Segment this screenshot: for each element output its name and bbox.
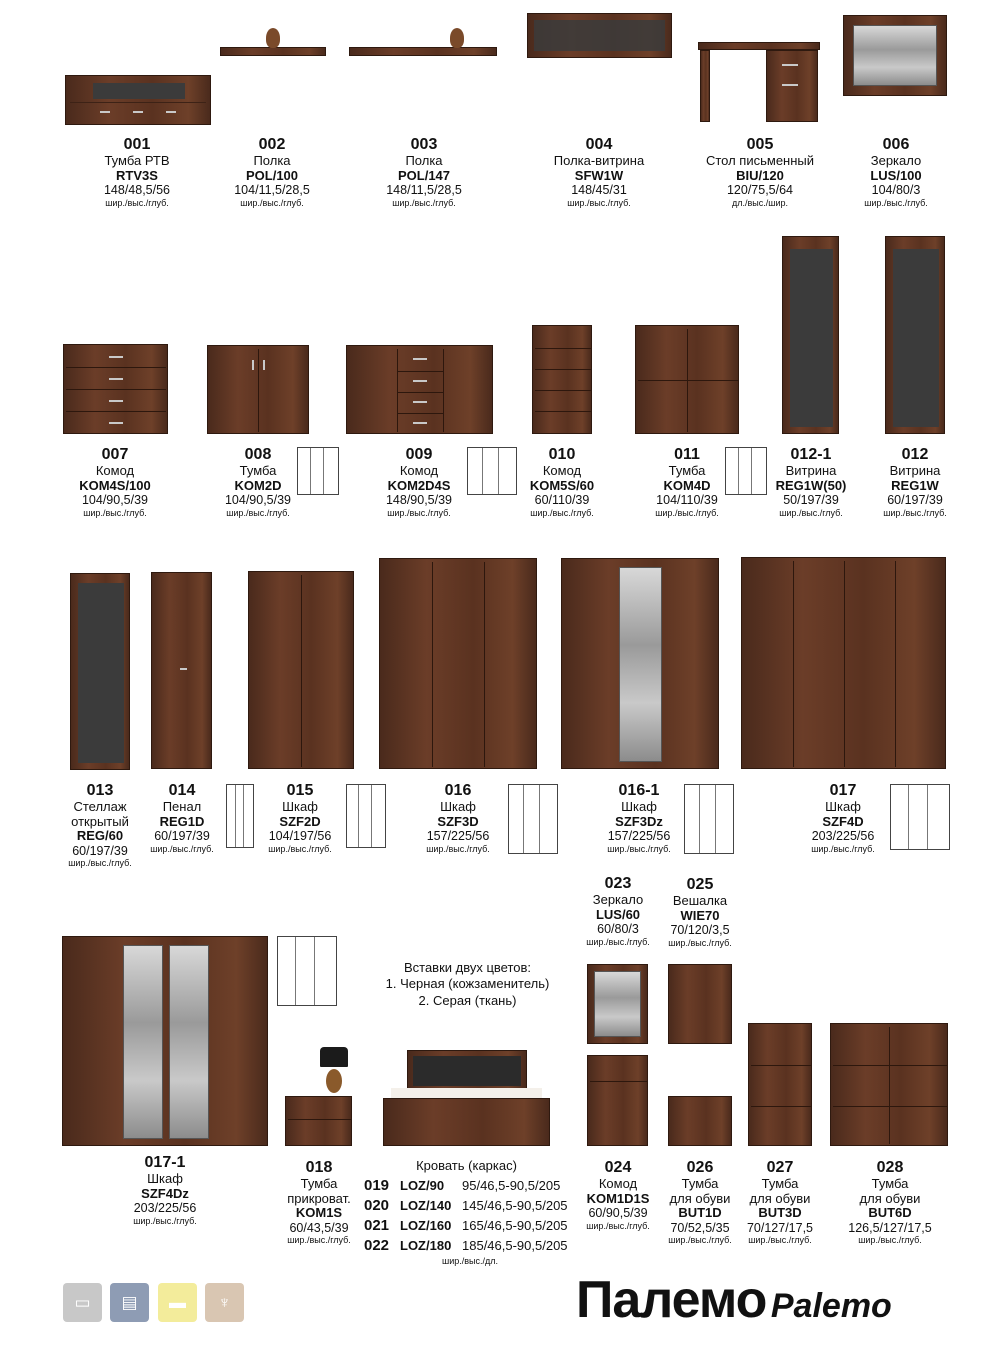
product-017-1 (120, 1154, 210, 1226)
product-code: RTV3S (116, 167, 158, 183)
product-027 (738, 1159, 822, 1245)
product-name: Полка-витрина (553, 153, 645, 169)
product-number: 017 (829, 782, 857, 799)
furniture-image-017 (741, 557, 946, 769)
product-code: REG1D (159, 813, 205, 829)
furniture-image-024 (587, 1055, 648, 1146)
bed-row (364, 1197, 568, 1214)
product-code: BUT1D (678, 1205, 722, 1221)
product-dimensions: 104/90,5/39 (81, 493, 149, 508)
furniture-image-016-1 (561, 558, 719, 769)
product-name: Стеллаж (73, 799, 127, 815)
product-code: BUT6D (868, 1205, 912, 1221)
product-003 (372, 136, 476, 208)
product-units: шир./выс./глуб. (607, 843, 671, 854)
furniture-image-007 (63, 344, 168, 434)
product-number: 009 (405, 446, 433, 463)
living-room-icon: ▤ (110, 1283, 149, 1322)
product-dimensions: 157/225/56 (426, 829, 490, 844)
product-number: 012-1 (790, 446, 832, 463)
furniture-image-001 (65, 75, 211, 125)
bed-number: 019 (364, 1177, 390, 1194)
product-dimensions: 157/225/56 (607, 829, 671, 844)
product-units: шир./выс./глуб. (68, 858, 132, 869)
product-number: 028 (876, 1159, 904, 1176)
product-units: шир./выс./глуб. (426, 843, 490, 854)
product-units: шир./выс./глуб. (586, 1220, 650, 1231)
product-number: 004 (585, 136, 613, 153)
furniture-image-011 (635, 325, 739, 434)
product-code: KOM1S (295, 1205, 343, 1221)
product-name: Комод (598, 1176, 638, 1192)
furniture-image-014 (151, 572, 212, 769)
product-number: 003 (410, 136, 438, 153)
bed-code: LOZ/140 (400, 1198, 452, 1213)
product-dimensions: 60/197/39 (72, 844, 128, 859)
product-008 (208, 446, 308, 518)
inserts-option-2: 2. Серая (ткань) (418, 992, 517, 1008)
product-dimensions: 60/43,5/39 (289, 1221, 349, 1236)
bed-code: LOZ/180 (400, 1238, 452, 1253)
product-units: шир./выс./глуб. (83, 507, 147, 518)
bed-dimensions: 165/46,5-90,5/205 (462, 1218, 568, 1233)
product-name: Комод (542, 463, 582, 479)
product-dimensions: 148/11,5/28,5 (386, 183, 462, 198)
product-units: шир./выс./глуб. (883, 507, 947, 518)
product-code: WIE70 (680, 907, 720, 923)
product-name: Шкаф (147, 1171, 183, 1187)
product-009 (369, 446, 469, 518)
product-code: SFW1W (574, 167, 624, 183)
product-dimensions: 203/225/56 (811, 829, 875, 844)
bed-title: Кровать (каркас) (416, 1158, 517, 1173)
product-dimensions: 60/197/39 (887, 493, 943, 508)
product-name: Шкаф (825, 799, 861, 815)
furniture-image-013 (70, 573, 130, 770)
furniture-image-012-1 (782, 236, 839, 434)
product-number: 026 (686, 1159, 714, 1176)
product-units: шир./выс./глуб. (240, 197, 304, 208)
product-units: шир./выс./глуб. (150, 843, 214, 854)
product-code: KOM4D (663, 477, 711, 493)
product-code: KOM2D4S (387, 477, 451, 493)
furniture-image-012 (885, 236, 945, 434)
product-units: дл./выс./шир. (731, 197, 788, 208)
product-units: шир./выс./глуб. (226, 507, 290, 518)
schematic-014 (226, 784, 254, 848)
product-name: Комод (399, 463, 439, 479)
product-code: SZF4Dz (141, 1185, 189, 1201)
product-name: Вешалка (672, 893, 728, 909)
product-name: Тумба (681, 1176, 719, 1192)
product-number: 023 (604, 875, 632, 892)
product-013 (55, 782, 145, 868)
brand-name-ru: Палемо (576, 1271, 767, 1329)
lamp-icon (318, 1047, 350, 1097)
product-code: SZF3D (437, 813, 479, 829)
product-name: Шкаф (282, 799, 318, 815)
bed-dimensions: 185/46,5-90,5/205 (462, 1238, 568, 1253)
bed-number: 020 (364, 1197, 390, 1214)
product-017 (798, 782, 888, 854)
brand-title (576, 1270, 956, 1330)
schematic-009 (467, 447, 517, 495)
furniture-image-009 (346, 345, 493, 434)
product-028 (834, 1159, 946, 1245)
product-number: 018 (305, 1159, 333, 1176)
product-name: Витрина (889, 463, 941, 479)
product-dimensions: 60/197/39 (154, 829, 210, 844)
product-dimensions: 104/80/3 (871, 183, 921, 198)
product-002 (220, 136, 324, 208)
furniture-image-025 (668, 964, 732, 1044)
product-011 (637, 446, 737, 518)
product-name-line2: прикроват. (287, 1190, 351, 1206)
product-number: 015 (286, 782, 314, 799)
product-code: SZF3Dz (615, 813, 663, 829)
furniture-image-010 (532, 325, 592, 434)
product-number: 012 (901, 446, 929, 463)
bed-number: 022 (364, 1237, 390, 1254)
product-025 (658, 876, 742, 948)
product-units: шир./выс./глуб. (387, 507, 451, 518)
schematic-017-1 (277, 936, 337, 1006)
product-dimensions: 60/80/3 (597, 922, 639, 937)
product-units: шир./выс./глуб. (858, 1235, 922, 1246)
product-015 (255, 782, 345, 854)
furniture-image-003 (349, 47, 497, 56)
product-number: 014 (168, 782, 196, 799)
product-number: 002 (258, 136, 286, 153)
product-units: шир./выс./глуб. (530, 507, 594, 518)
product-007 (65, 446, 165, 518)
product-012-1 (765, 446, 857, 518)
product-name: Тумба (761, 1176, 799, 1192)
product-name: Полка (405, 153, 443, 169)
product-004 (544, 136, 654, 208)
furniture-image-028 (830, 1023, 948, 1146)
product-number: 006 (882, 136, 910, 153)
product-dimensions: 60/90,5/39 (588, 1206, 648, 1221)
product-units: шир./выс./глуб. (105, 197, 169, 208)
product-001 (86, 136, 188, 208)
product-number: 024 (604, 1159, 632, 1176)
product-code: KOM1D1S (586, 1190, 650, 1206)
furniture-image-004 (527, 13, 672, 58)
product-units: шир./выс./глуб. (668, 1235, 732, 1246)
product-name: Полка (253, 153, 291, 169)
product-name: Комод (95, 463, 135, 479)
product-code: POL/147 (397, 167, 451, 183)
product-code: POL/100 (245, 167, 299, 183)
product-014 (140, 782, 224, 854)
furniture-image-006 (843, 15, 947, 96)
product-dimensions: 104/90,5/39 (224, 493, 292, 508)
product-name: Витрина (785, 463, 837, 479)
product-code: KOM2D (234, 477, 282, 493)
furniture-image-026 (668, 1096, 732, 1146)
product-code: BUT3D (758, 1205, 802, 1221)
product-dimensions: 70/52,5/35 (670, 1221, 730, 1236)
product-dimensions: 148/90,5/39 (385, 493, 453, 508)
bedroom-icon: ▬ (158, 1283, 197, 1322)
product-018 (274, 1159, 364, 1245)
product-name-line2: для обуви (749, 1190, 811, 1206)
furniture-image-018 (285, 1096, 352, 1146)
furniture-image-023 (587, 964, 648, 1044)
product-dimensions: 50/197/39 (783, 493, 839, 508)
product-dimensions: 126,5/127/17,5 (848, 1221, 932, 1236)
furniture-image-017-1 (62, 936, 268, 1146)
product-dimensions: 104/11,5/28,5 (234, 183, 310, 198)
schematic-016-1 (684, 784, 734, 854)
product-dimensions: 203/225/56 (133, 1201, 197, 1216)
product-units: шир./выс./глуб. (586, 936, 650, 947)
product-006 (846, 136, 946, 208)
product-name: Шкаф (621, 799, 657, 815)
bed-units: шир./выс./дл. (441, 1256, 498, 1266)
bed-code: LOZ/90 (400, 1178, 445, 1193)
product-name: Тумба РТВ (104, 153, 170, 169)
bed-row (364, 1217, 568, 1234)
inserts-note (365, 960, 570, 1009)
vase-icon (450, 28, 464, 48)
product-005 (700, 136, 820, 208)
product-number: 016-1 (618, 782, 660, 799)
product-name: Пенал (162, 799, 202, 815)
product-016 (413, 782, 503, 854)
product-number: 005 (746, 136, 774, 153)
brand-name-en: Palemo (770, 1287, 892, 1325)
product-code: KOM4S/100 (79, 477, 151, 493)
schematic-016 (508, 784, 558, 854)
product-010 (517, 446, 607, 518)
product-units: шир./выс./глуб. (287, 1235, 351, 1246)
product-name: Тумба (300, 1176, 338, 1192)
product-code: LUS/100 (870, 167, 922, 183)
product-number: 001 (123, 136, 151, 153)
product-023 (576, 875, 660, 947)
product-code: KOM5S/60 (529, 477, 595, 493)
bed-code: LOZ/160 (400, 1218, 452, 1233)
furniture-image-005 (698, 42, 820, 122)
product-code: REG/60 (76, 828, 124, 844)
furniture-image-008 (207, 345, 309, 434)
product-026 (658, 1159, 742, 1245)
bed-image (383, 1050, 550, 1146)
product-code: BIU/120 (736, 167, 784, 183)
product-dimensions: 104/197/56 (268, 829, 332, 844)
product-code: SZF2D (279, 813, 321, 829)
product-units: шир./выс./глуб. (811, 843, 875, 854)
product-dimensions: 120/75,5/64 (726, 183, 794, 198)
hallway-icon: ♆ (205, 1283, 244, 1322)
product-dimensions: 70/127/17,5 (746, 1221, 814, 1236)
product-code: REG1W (891, 477, 939, 493)
product-dimensions: 104/110/39 (656, 493, 718, 508)
office-icon: ▭ (63, 1283, 102, 1322)
product-units: шир./выс./глуб. (779, 507, 843, 518)
furniture-image-027 (748, 1023, 812, 1146)
product-name: Тумба (871, 1176, 909, 1192)
product-name: Тумба (668, 463, 706, 479)
product-dimensions: 70/120/3,5 (670, 923, 730, 938)
product-number: 010 (548, 446, 576, 463)
product-name: Стол письменный (705, 153, 815, 169)
product-number: 008 (244, 446, 272, 463)
product-name: Зеркало (592, 892, 644, 908)
bed-dimensions: 145/46,5-90,5/205 (462, 1198, 568, 1213)
product-number: 017-1 (144, 1154, 186, 1171)
product-name-line2: для обуви (669, 1190, 731, 1206)
furniture-image-015 (248, 571, 354, 769)
schematic-017 (890, 784, 950, 850)
furniture-image-002 (220, 47, 326, 56)
product-name: Шкаф (440, 799, 476, 815)
product-units: шир./выс./глуб. (668, 937, 732, 948)
product-code: SZF4D (822, 813, 864, 829)
product-012 (870, 446, 960, 518)
product-number: 027 (766, 1159, 794, 1176)
inserts-title: Вставки двух цветов: (403, 960, 532, 975)
product-dimensions: 148/45/31 (571, 183, 627, 198)
product-name: Тумба (239, 463, 277, 479)
product-name: Зеркало (870, 153, 922, 169)
product-number: 013 (86, 782, 114, 799)
product-units: шир./выс./глуб. (392, 197, 456, 208)
product-dimensions: 60/110/39 (534, 493, 590, 508)
schematic-015 (346, 784, 386, 848)
product-units: шир./выс./глуб. (567, 197, 631, 208)
product-number: 016 (444, 782, 472, 799)
inserts-option-1: 1. Черная (кожзаменитель) (385, 976, 550, 992)
product-name-line2: для обуви (859, 1190, 921, 1206)
product-units: шир./выс./глуб. (133, 1215, 197, 1226)
product-024 (574, 1159, 662, 1231)
bed-row (364, 1237, 568, 1254)
product-units: шир./выс./глуб. (655, 507, 719, 518)
product-number: 007 (101, 446, 129, 463)
product-number: 011 (674, 446, 700, 463)
bed-number: 021 (364, 1217, 390, 1234)
product-code: LUS/60 (595, 906, 641, 922)
bed-row (364, 1177, 560, 1194)
product-units: шир./выс./глуб. (864, 197, 928, 208)
product-016-1 (594, 782, 684, 854)
product-code: REG1W(50) (775, 477, 847, 493)
product-units: шир./выс./глуб. (748, 1235, 812, 1246)
product-name-line2: открытый (71, 813, 129, 829)
bed-dimensions: 95/46,5-90,5/205 (462, 1178, 561, 1193)
product-dimensions: 148/48,5/56 (103, 183, 171, 198)
product-units: шир./выс./глуб. (268, 843, 332, 854)
furniture-image-016 (379, 558, 537, 769)
vase-icon (266, 28, 280, 48)
product-number: 025 (686, 876, 714, 893)
